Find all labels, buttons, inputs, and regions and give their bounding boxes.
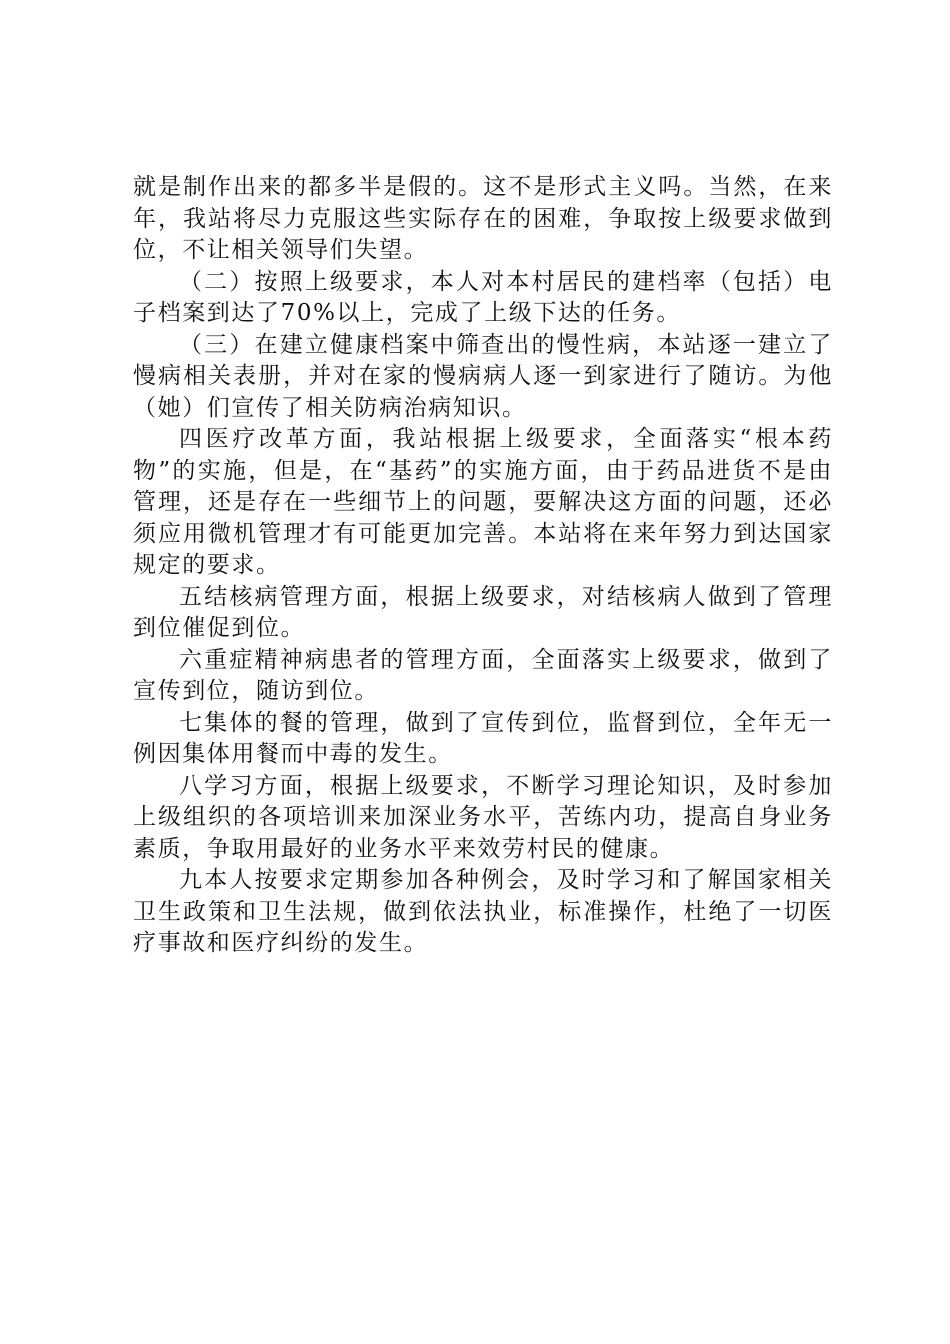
paragraph-section-4: 四医疗改革方面，我站根据上级要求，全面落实“根本药物”的实施，但是，在“基药”的实施方面，由于药品进货不是由管理，还是存在一些细节上的问题，要解决这方面的问题，还必须应用微机管理才有可能更加完善。本站将在来年努力到达国家规定的要求。	[133, 426, 833, 578]
paragraph-section-9: 九本人按要求定期参加各种例会，及时学习和了解国家相关卫生政策和卫生法规，做到依法执业，标准操作，杜绝了一切医疗事故和医疗纠纷的发生。	[133, 867, 833, 956]
paragraph-section-7: 七集体的餐的管理，做到了宣传到位，监督到位，全年无一例因集体用餐而中毒的发生。	[133, 709, 833, 767]
document-body	[133, 172, 833, 960]
paragraph-section-6: 六重症精神病患者的管理方面，全面落实上级要求，做到了宣传到位，随访到位。	[133, 646, 833, 704]
paragraph-item-2: （二）按照上级要求，本人对本村居民的建档率（包括）电子档案到达了70%以上，完成了上级下达的任务。	[133, 268, 833, 326]
paragraph-section-5: 五结核病管理方面，根据上级要求，对结核病人做到了管理到位催促到位。	[133, 583, 833, 641]
paragraph-section-8: 八学习方面，根据上级要求，不断学习理论知识，及时参加上级组织的各项培训来加深业务水平，苦练内功，提高自身业务素质，争取用最好的业务水平来效劳村民的健康。	[133, 772, 833, 862]
paragraph-item-3: （三）在建立健康档案中筛查出的慢性病，本站逐一建立了慢病相关表册，并对在家的慢病病人逐一到家进行了随访。为他（她）们宣传了相关防病治病知识。	[133, 331, 833, 421]
paragraph-continuation: 就是制作出来的都多半是假的。这不是形式主义吗。当然，在来年，我站将尽力克服这些实际存在的困难，争取按上级要求做到位，不让相关领导们失望。	[133, 174, 833, 263]
